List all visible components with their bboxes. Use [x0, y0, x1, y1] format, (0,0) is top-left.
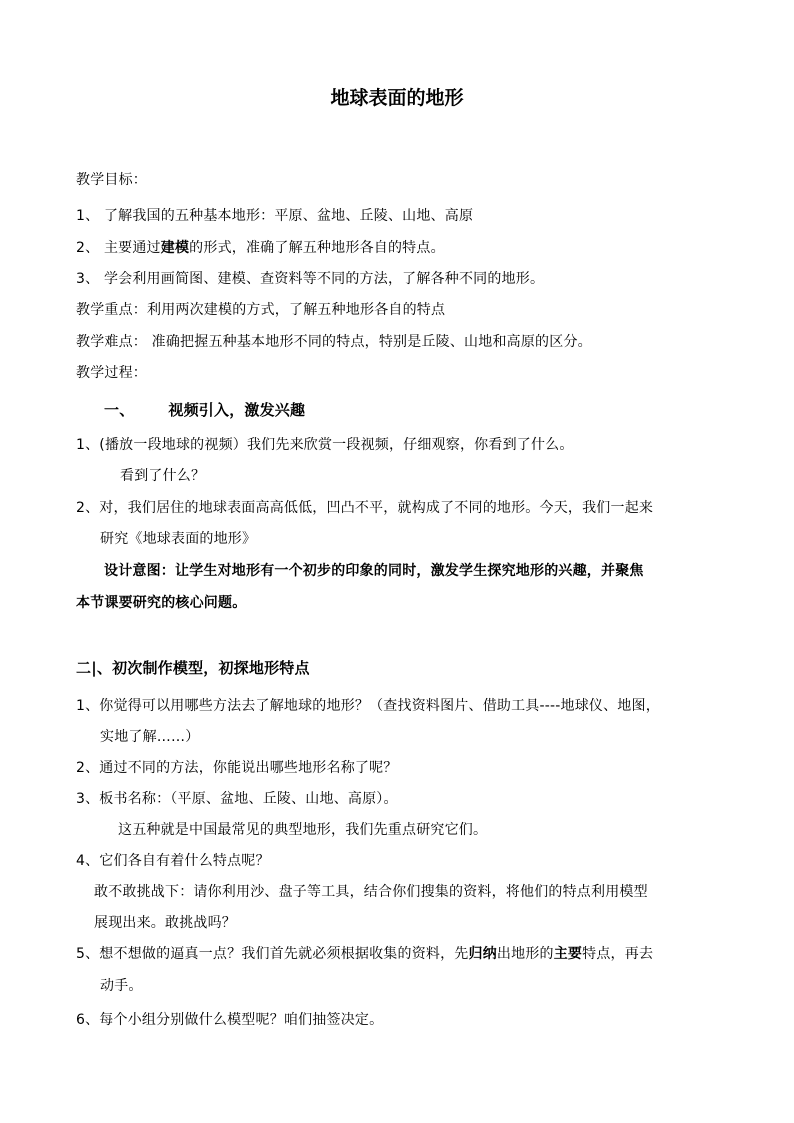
section-1-title: 视频引入，激发兴趣 — [168, 401, 306, 419]
section-2-heading: 二|、初次制作模型，初探地形特点 — [76, 659, 310, 677]
difficulty: 教学难点： 准确把握五种基本地形不同的特点，特别是丘陵、山地和高原的区分。 — [76, 334, 592, 350]
section-1-item-2-cont: 研究《地球表面的地形》 — [100, 531, 257, 547]
objective-3: 3、 学会利用画简图、建模、查资料等不同的方法，了解各种不同的地形。 — [76, 271, 545, 287]
item-5-bold-2: 主要 — [553, 946, 583, 962]
section-2-item-2: 2、通过不同的方法，你能说出哪些地形名称了呢？ — [76, 760, 398, 776]
section-1-number: 一、 — [104, 401, 135, 419]
section-2-item-1-cont: 实地了解……） — [100, 729, 200, 745]
process-label: 教学过程： — [76, 365, 147, 381]
key-point: 教学重点：利用两次建模的方式，了解五种地形各自的特点 — [76, 302, 446, 318]
item-5-prefix: 5、想不想做的逼真一点？我们首先就必须根据收集的资料，先 — [76, 946, 469, 962]
objective-2 — [76, 238, 445, 258]
objective-2-prefix: 2、 主要通过 — [76, 240, 161, 256]
design-intent-line-1: 设计意图：让学生对地形有一个初步的印象的同时，激发学生探究地形的兴趣，并聚焦 — [104, 563, 644, 579]
section-2-item-5-cont: 动手。 — [100, 978, 143, 994]
section-1-heading — [104, 400, 305, 420]
section-2-item-4-cont: 敢不敢挑战下：请你利用沙、盘子等工具，结合你们搜集的资料，将他们的特点利用模型 — [94, 884, 648, 900]
section-2-item-4: 4、它们各自有着什么特点呢？ — [76, 853, 270, 869]
section-1-item-1: 1、(播放一段地球的视频）我们先来欣赏一段视频，仔细观察，你看到了什么。 — [76, 437, 574, 453]
objective-1: 1、 了解我国的五种基本地形：平原、盆地、丘陵、山地、高原 — [76, 208, 474, 224]
objective-2-suffix: 的形式，准确了解五种地形各自的特点。 — [189, 240, 445, 256]
section-2-item-3-cont: 这五种就是中国最常见的典型地形，我们先重点研究它们。 — [118, 822, 488, 838]
item-5-bold-1: 归纳 — [468, 946, 497, 962]
section-1-item-2: 2、对，我们居住的地球表面高高低低，凹凸不平，就构成了不同的地形。今天，我们一起来 — [76, 500, 654, 516]
section-2-item-3: 3、板书名称：（平原、盆地、丘陵、山地、高原）。 — [76, 791, 398, 807]
objective-2-bold: 建模 — [160, 240, 190, 256]
section-2-item-6: 6、每个小组分别做什么模型呢？咱们抽签决定。 — [76, 1012, 384, 1028]
item-5-suffix: 特点，再去 — [582, 946, 654, 962]
section-1-item-1-cont: 看到了什么？ — [120, 468, 206, 484]
objectives-label: 教学目标： — [76, 172, 147, 188]
document-title: 地球表面的地形 — [330, 87, 464, 109]
design-intent-line-2: 本节课要研究的核心问题。 — [76, 595, 247, 611]
section-2-item-5 — [76, 944, 653, 964]
item-5-middle: 出地形的 — [496, 946, 554, 962]
section-2-item-1: 1、你觉得可以用哪些方法去了解地球的地形？（查找资料图片、借助工具----地球仪、地图， — [76, 698, 660, 714]
section-2-item-4-cont-2: 展现出来。敢挑战吗？ — [94, 915, 236, 931]
